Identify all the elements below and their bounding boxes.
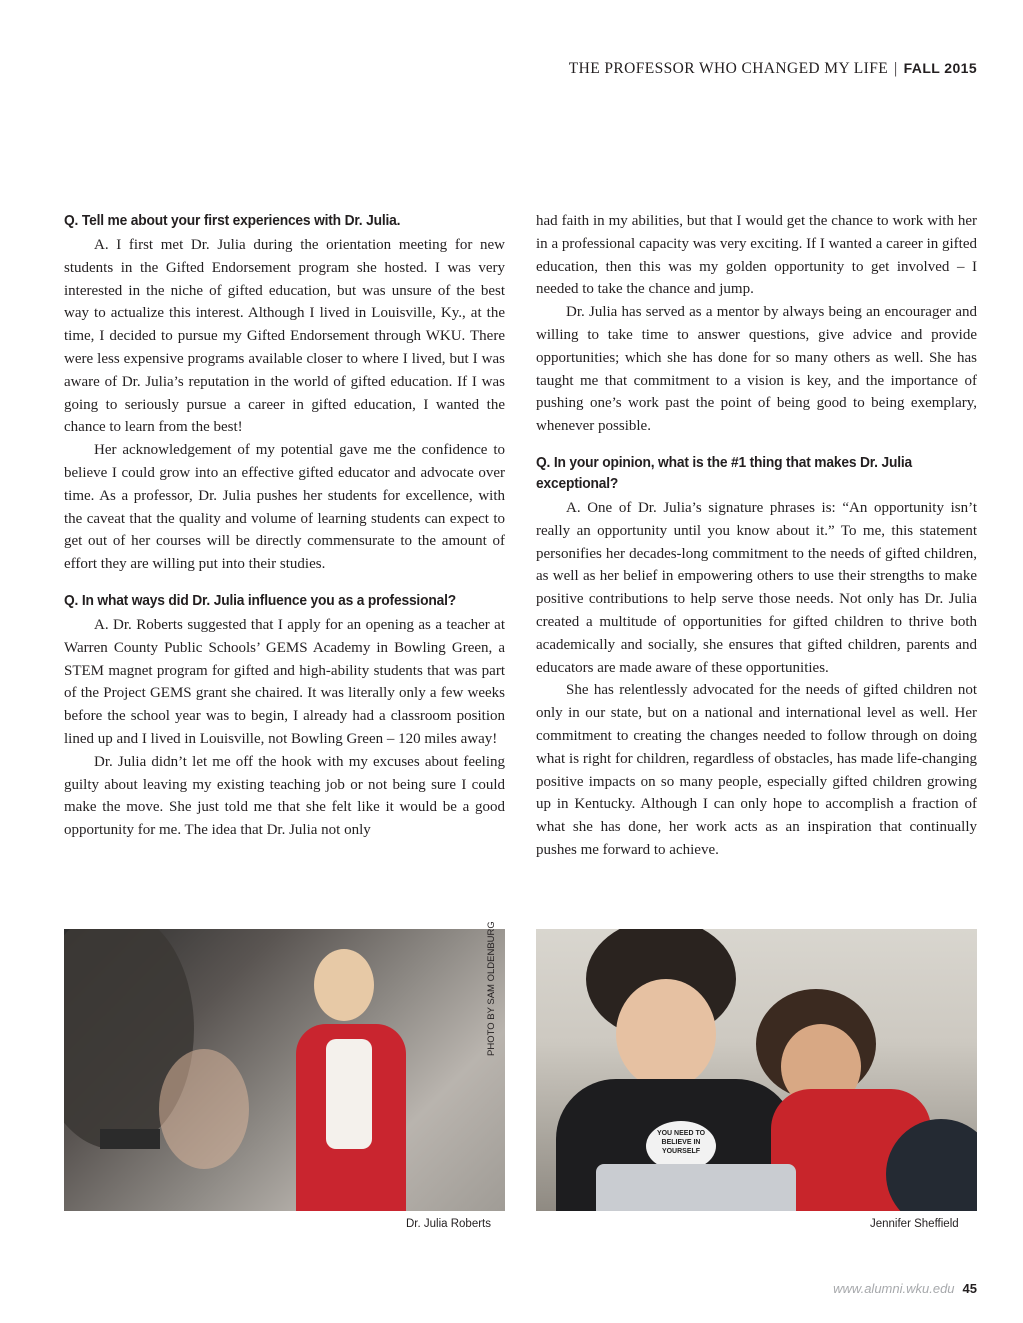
question-heading: Q. In what ways did Dr. Julia influence you as a professional?: [64, 591, 456, 609]
body-paragraph: Her acknowledgement of my potential gave me the confidence to believe I could grow into an effective gifted educator and advocate over time. As a professor, Dr. Julia pushes her students for excellence, with the caveat that the quality and volume of learning students can expect to get out of her courses will be directly commensurate to the amount of effort they are willing put into their studies.: [64, 442, 505, 573]
photo-caption-left: Dr. Julia Roberts: [406, 1218, 492, 1230]
photo-julia-roberts: [64, 921, 505, 1211]
answer-paragraph: A. One of Dr. Julia’s signature phrases is: “An opportunity isn’t really an opportunity until you know about it.” To me, this statement personifies her decades-long commitment to the needs of gifted children, as well as her belief in empowering others to use their strengths to make positive contributions to help serve those needs. Not only has Dr. Julia created a multitude of opportunities for gifted children to thrive both academically and socially, she ensures that gifted children, parents and educators are made aware of these opportunities.: [536, 499, 977, 676]
body-paragraph: Dr. Julia didn’t let me off the hook with my excuses about feeling guilty about leaving my existing teaching job or not being sure I could make the move. She just told me that she felt like it would be a good opportunity for me. The idea that Dr. Julia not only: [64, 753, 505, 839]
shirt-slogan: YOU NEED TO BELIEVE IN YOURSELF: [646, 1121, 716, 1171]
left-column: [64, 210, 505, 842]
continued-paragraph: had faith in my abilities, but that I would get the chance to work with her in a professional capacity was very exciting. If I wanted a career in gifted education, then this was my golden opportunity to get involved – I needed to take the chance and jump.: [536, 213, 977, 298]
body-paragraph: She has relentlessly advocated for the needs of gifted children not only in our state, but on a national and international level as well. Her commitment to creating the changes needed to follow through on doing what is right for children, regardless of obstacles, has made life-changing positive impacts on so many people, especially gifted children growing up in Kentucky. Although I can only hope to accomplish a fraction of what she has done, her work acts as an inspiration that continually pushes me forward to achieve.: [536, 682, 977, 858]
photo-jennifer-sheffield: [536, 929, 977, 1211]
header-separator: |: [894, 60, 898, 77]
question-heading: Q. In your opinion, what is the #1 thing that makes Dr. Julia exceptional?: [536, 453, 913, 492]
page-footer: [833, 1281, 977, 1296]
blurred-hand: [159, 1049, 249, 1169]
photo-credit: PHOTO BY SAM OLDENBURG: [486, 921, 497, 1056]
projector: [100, 1129, 160, 1149]
right-column: [536, 210, 977, 862]
white-blouse: [326, 1039, 372, 1149]
body-paragraph: Dr. Julia has served as a mentor by always being an encourager and willing to take time to answer questions, give advice and provide opportunities; which she has done for so many others as well. She has taught me that commitment to a vision is key, and the importance of pushing one’s work past the point of being good to being exemplary, whenever possible.: [536, 304, 977, 435]
student-face: [616, 979, 716, 1089]
laptop: [596, 1164, 796, 1211]
header-title: THE PROFESSOR WHO CHANGED MY LIFE: [568, 60, 889, 77]
photo-caption-right: Jennifer Sheffield: [870, 1218, 959, 1230]
answer-paragraph: A. I first met Dr. Julia during the orientation meeting for new students in the Gifted Endorsement program she hosted. I was very interested in the niche of gifted education, but was unsure of the best way to actualize this interest. Although I lived in Louisville, Ky., at the time, I decided to pursue my Gifted Endorsement through WKU. There were less expensive programs available closer to where I lived, but I was aware of Dr. Julia’s reputation in the world of gifted education. If I was going to seriously pursue a career in gifted education, I wanted the chance to learn from the best!: [64, 237, 505, 436]
running-header: [569, 60, 977, 78]
answer-paragraph: A. Dr. Roberts suggested that I apply for an opening as a teacher at Warren County Public Schools’ GEMS Academy in Bowling Green, a STEM magnet program for gifted and high-ability students that was part of the Project GEMS grant she chaired. It was literally only a few weeks before the school year was to begin, I already had a classroom position lined up and I lived in Louisville, not Bowling Green – 120 miles away!: [64, 616, 505, 747]
footer-url: www.alumni.wku.edu: [833, 1281, 955, 1296]
page-number: 45: [962, 1281, 977, 1296]
header-issue: FALL 2015: [903, 60, 977, 76]
teacher-face: [314, 949, 374, 1021]
question-heading: Q. Tell me about your first experiences with Dr. Julia.: [64, 212, 401, 229]
